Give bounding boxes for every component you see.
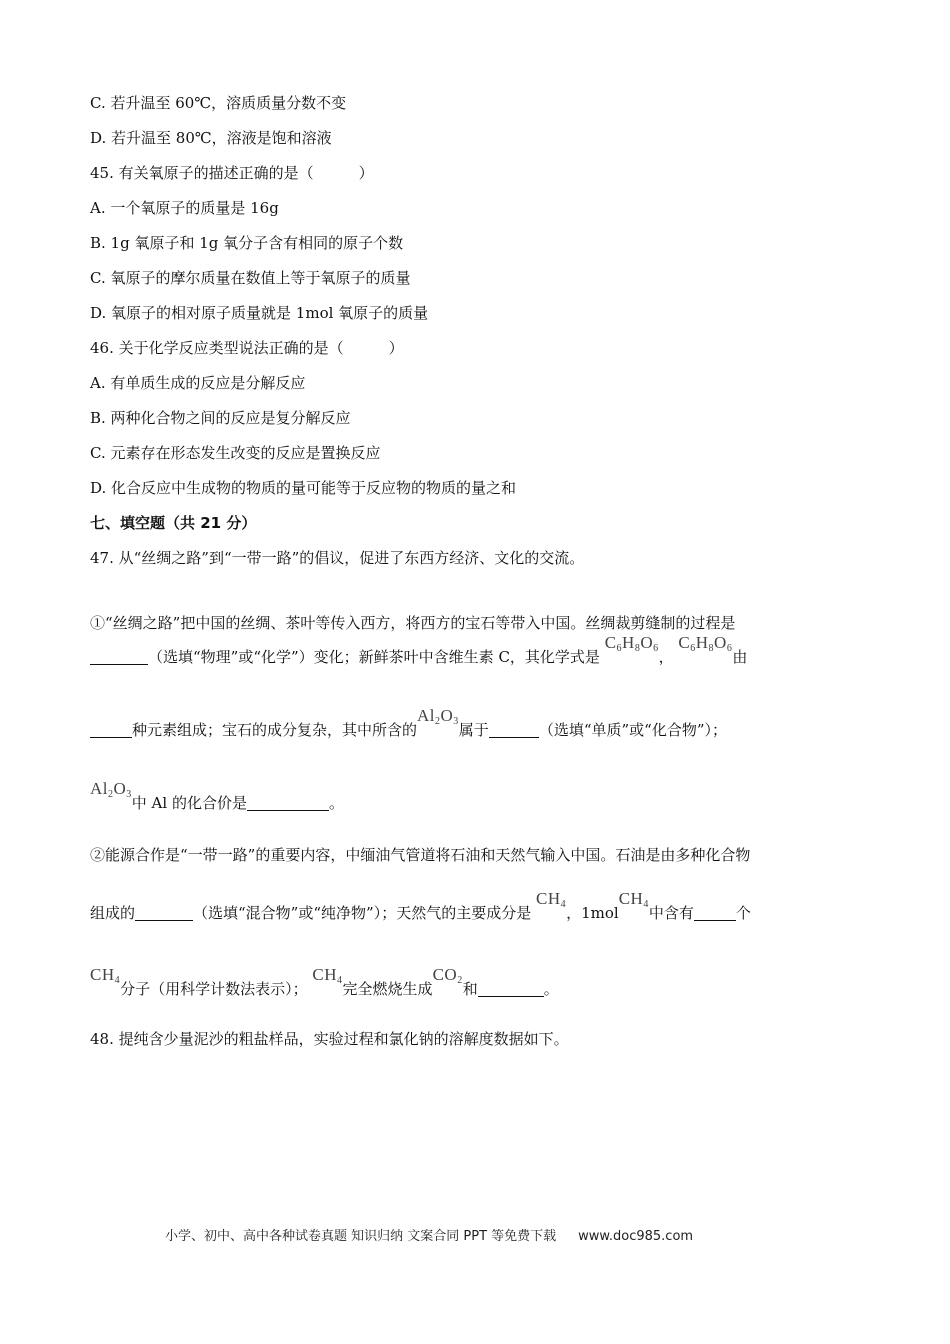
answer-blank-change-type[interactable] xyxy=(90,648,148,665)
q47-part2-text-g: 完全燃烧生成 xyxy=(342,980,433,998)
q47-part2-line1: ②能源合作是“一带一路”的重要内容，中缅油气管道将石油和天然气输入中国。石油是由多种化合物 xyxy=(90,846,751,864)
formula-al2o3-repeat: $Al_2O_3$ xyxy=(90,779,132,800)
formula-ch4-combustion: $CH_4$ xyxy=(312,965,343,986)
q47-part2-line2 xyxy=(90,889,751,929)
formula-co2: $CO_2$ xyxy=(432,965,463,986)
q47-part1-text-c: 种元素组成；宝石的成分复杂，其中所含的 xyxy=(132,721,418,739)
q44-option-c: C. 若升温至 60℃，溶质质量分数不变 xyxy=(90,94,347,112)
q47-part1-text-g: 。 xyxy=(328,794,344,812)
q47-part1-text-f: 中 Al 的化合价是 xyxy=(131,794,247,812)
q47-part2-text-d: 中含有 xyxy=(648,904,694,922)
answer-blank-mixture[interactable] xyxy=(135,904,193,921)
answer-blank-element-count[interactable] xyxy=(90,721,132,738)
answer-blank-molecule-count[interactable] xyxy=(694,904,736,921)
q47-intro: 47. 从“丝绸之路”到“一带一路”的倡议，促进了东西方经济、文化的交流。 xyxy=(90,549,585,567)
q47-part1-line3 xyxy=(90,706,727,746)
footer-text: 小学、初中、高中各种试卷真题 知识归纳 文案合同 PPT 等免费下载 xyxy=(165,1229,557,1244)
formula-ch4: $CH_4$ xyxy=(535,889,567,910)
q47-part1-line4 xyxy=(90,779,344,819)
q47-part2-text-c: ，1mol xyxy=(566,904,619,922)
q45-option-c: C. 氧原子的摩尔质量在数值上等于氧原子的质量 xyxy=(90,269,411,287)
q47-part2-text-h: 和 xyxy=(462,980,478,998)
q44-option-d: D. 若升温至 80℃，溶液是饱和溶液 xyxy=(90,129,332,147)
q47-part2-text-i: 。 xyxy=(543,980,559,998)
q46-option-b: B. 两种化合物之间的反应是复分解反应 xyxy=(90,409,351,427)
q48-intro: 48. 提纯含少量泥沙的粗盐样品，实验过程和氯化钠的溶解度数据如下。 xyxy=(90,1030,569,1048)
q46-option-d: D. 化合反应中生成物的物质的量可能等于反应物的物质的量之和 xyxy=(90,479,517,497)
answer-blank-valence[interactable] xyxy=(247,794,329,811)
q46-option-c: C. 元素存在形态发生改变的反应是置换反应 xyxy=(90,444,381,462)
q47-part1-text-d: 属于 xyxy=(458,721,489,739)
q45-option-b: B. 1g 氧原子和 1g 氧分子含有相同的原子个数 xyxy=(90,234,404,252)
q46-option-a: A. 有单质生成的反应是分解反应 xyxy=(90,374,306,392)
q47-part1-line2 xyxy=(90,633,748,673)
q45-option-a: A. 一个氧原子的质量是 16g xyxy=(90,199,279,217)
q46-stem: 46. 关于化学反应类型说法正确的是（ ） xyxy=(90,339,404,357)
page-footer xyxy=(165,1225,693,1244)
formula-vitamin-c: $C_6H_8O_6$ xyxy=(604,633,659,654)
q47-part2-line3 xyxy=(90,965,559,1005)
q47-part1-sep: ， xyxy=(658,648,674,666)
formula-al2o3: $Al_2O_3$ xyxy=(417,706,459,727)
formula-vitamin-c-repeat: $C_6H_8O_6$ xyxy=(678,633,733,654)
section-heading: 七、填空题（共 21 分） xyxy=(90,514,257,532)
q45-stem: 45. 有关氧原子的描述正确的是（ ） xyxy=(90,164,374,182)
q47-part2-text-b: （选填“混合物”或“纯净物”）；天然气的主要成分是 xyxy=(193,904,532,922)
q45-option-d: D. 氧原子的相对原子质量就是 1mol 氧原子的质量 xyxy=(90,304,429,322)
formula-ch4-molecule: $CH_4$ xyxy=(90,965,121,986)
answer-blank-substance-type[interactable] xyxy=(489,721,539,738)
q47-part1-text-b: 由 xyxy=(732,648,748,666)
q47-part1-text-e: （选填“单质”或“化合物”）； xyxy=(538,721,727,739)
q47-part2-text-e: 个 xyxy=(735,904,751,922)
q47-part2-text-a: 组成的 xyxy=(90,904,136,922)
formula-ch4-repeat: $CH_4$ xyxy=(618,889,649,910)
q47-part2-text-f: 分子（用科学计数法表示）； xyxy=(120,980,308,998)
footer-url[interactable]: www.doc985.com xyxy=(578,1229,694,1244)
q47-part1-line1: ①“丝绸之路”把中国的丝绸、茶叶等传入西方，将西方的宝石等带入中国。丝绸裁剪缝制的过程是 xyxy=(90,614,736,632)
q47-part1-text-a: （选填“物理”或“化学”）变化；新鲜茶叶中含维生素 C，其化学式是 xyxy=(148,648,600,666)
answer-blank-combustion-product[interactable] xyxy=(478,980,544,997)
